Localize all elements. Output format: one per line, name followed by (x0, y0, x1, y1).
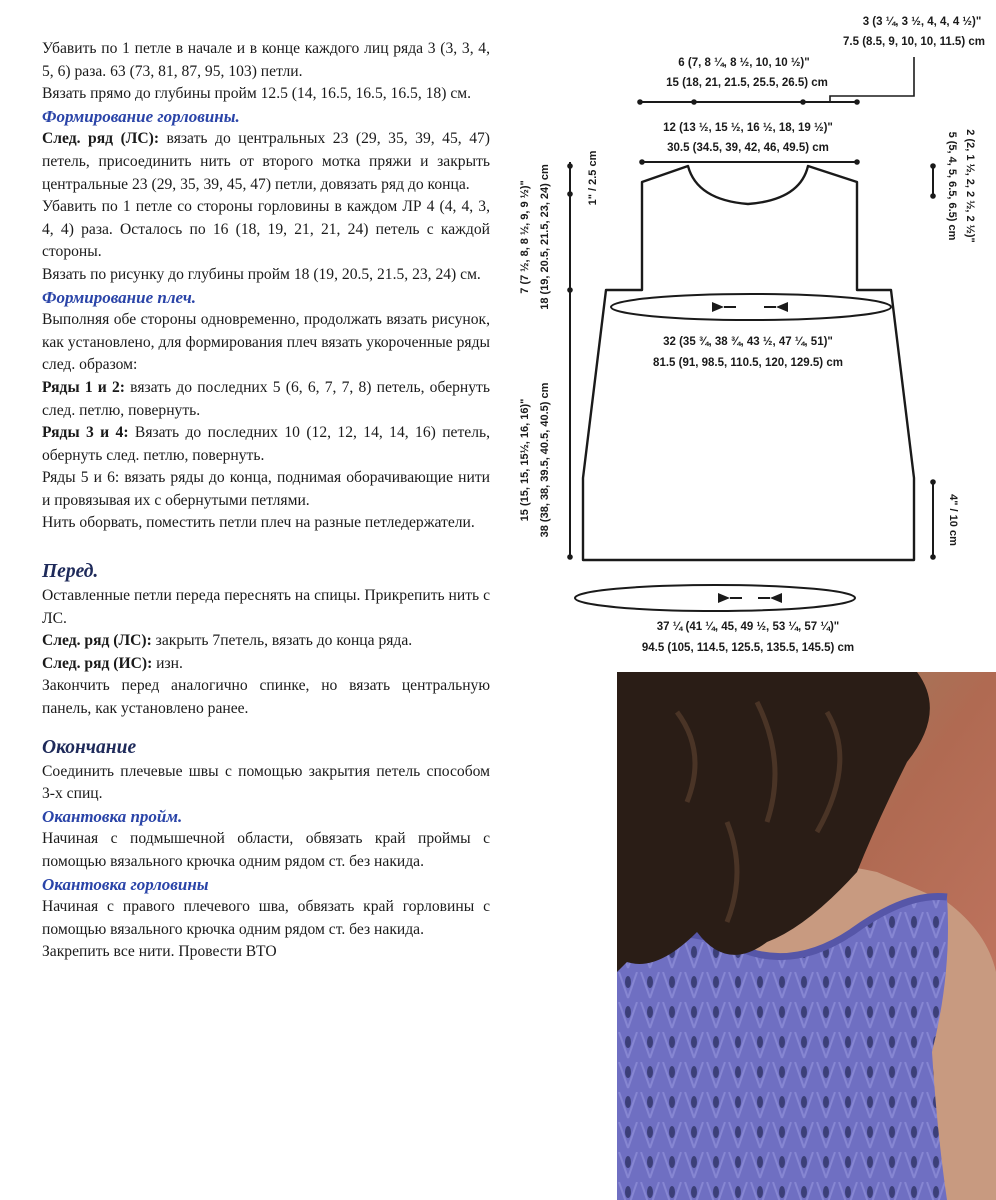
paragraph: Нить оборвать, поместить петли плеч на разные петледержатели. (42, 514, 475, 532)
body-length-cm: 38 (38, 38, 39.5, 40.5, 40.5) cm (539, 382, 551, 538)
hem-depth-label: 4" / 10 cm (947, 494, 959, 546)
model-photo (617, 672, 996, 1200)
row-text: Вязать до последних 10 (12, 12, 14, 14, 16) петель, обернуть след. петлю, повернуть. (42, 424, 490, 464)
shoulder-slope-cm: 5 (5, 4, 5, 6.5, 6.5) cm (946, 131, 958, 241)
paragraph: Вязать прямо до глубины пройм 12.5 (14, 16.5, 16.5, 16.5, 18) см. (42, 85, 472, 103)
shoulder-slope-in: 2 (2, 1 ½, 2, 2 ½, 2 ½)" (964, 129, 976, 243)
row-text: закрыть 7петель, вязать до конца ряда. (151, 632, 413, 650)
row-label: Ряды 1 и 2: (42, 378, 125, 396)
section-heading-neck-edging: Окантовка горловины (42, 874, 209, 894)
body-length-in: 15 (15, 15, 15½, 16, 16)" (519, 398, 531, 522)
model-photo-illustration (617, 672, 996, 1200)
upper-width-cm: 30.5 (34.5, 39, 42, 46, 49.5) cm (667, 142, 829, 154)
paragraph: Закончить перед аналогично спинке, но вязать центральную панель, как установлено ранее. (42, 677, 490, 718)
paragraph (42, 422, 490, 467)
row-label: След. ряд (ИС): (42, 654, 153, 672)
paragraph (42, 653, 490, 676)
section-heading-neckline: Формирование горловины. (42, 106, 240, 126)
paragraph (42, 630, 490, 653)
paragraph (42, 377, 490, 422)
row-label: След. ряд (ЛС): (42, 632, 152, 650)
shoulder-leader-line (830, 57, 914, 102)
row-text: вязать до центральных 23 (29, 35, 39, 45, 47) петель, присоединить нить от второго мотка пряжи и закрыть центральные 23 (29, 35, 39, 45, 47) петли, довязать ряд до конца. (42, 130, 490, 193)
shoulder-width-cm: 7.5 (8.5, 9, 10, 10, 11.5) cm (843, 36, 985, 48)
paragraph: Вязать по рисунку до глубины пройм 18 (19, 20.5, 21.5, 23, 24) см. (42, 265, 481, 283)
armhole-depth-cm: 18 (19, 20.5, 21.5, 23, 24) cm (539, 164, 551, 310)
paragraph: Начиная с подмышечной области, обвязать край проймы с помощью вязального крючка одним рядом ст. без накида. (42, 830, 490, 870)
instructions-text (42, 38, 490, 964)
paragraph: Соединить плечевые швы с помощью закрытия петель способом 3-х спиц. (42, 762, 490, 803)
section-heading-armhole-edging: Окантовка пройм. (42, 806, 183, 826)
section-heading-finishing: Окончание (42, 736, 137, 758)
hip-ellipse (575, 585, 855, 611)
row-text: вязать до последних 5 (6, 6, 7, 7, 8) петель, обернуть след. петлю, повернуть. (42, 378, 490, 419)
upper-width-in: 12 (13 ½, 15 ½, 16 ½, 18, 19 ½)" (663, 122, 833, 134)
garment-schematic (510, 0, 996, 668)
neck-depth-label: 1" / 2.5 cm (587, 150, 599, 206)
paragraph: Оставленные петли переда переснять на спицы. Прикрепить нить с ЛС. (42, 587, 490, 627)
paragraph: Ряды 5 и 6: вязать ряды до конца, поднимая оборачивающие нити и провязывая их с обернутыми петлями. (42, 469, 490, 509)
neck-width-cm: 15 (18, 21, 21.5, 25.5, 26.5) cm (666, 77, 828, 89)
row-label: След. ряд (ЛС): (42, 130, 160, 148)
shoulder-width-in: 3 (3 ¼, 3 ½, 4, 4, 4 ½)" (862, 16, 982, 28)
row-label: Ряды 3 и 4: (42, 424, 129, 442)
neck-width-in: 6 (7, 8 ¼, 8 ½, 10, 10 ½)" (678, 57, 810, 69)
paragraph: Убавить по 1 петле в начале и в конце каждого лиц ряда 3 (3, 3, 4, 5, 6) раза. 63 (73, 81, 87, 95, 103) петли. (42, 40, 490, 80)
section-heading-shoulders: Формирование плеч. (42, 287, 197, 307)
section-heading-front: Перед. (42, 561, 99, 583)
paragraph (42, 128, 490, 196)
paragraph: Убавить по 1 петле со стороны горловины в каждом ЛР 4 (4, 4, 3, 4, 4) раза. Осталось по 16 (18, 19, 21, 21, 24) петель с каждой стороны. (42, 198, 490, 261)
paragraph: Закрепить все нити. Провести ВТО (42, 943, 277, 961)
row-text: изн. (152, 654, 183, 672)
paragraph: Начиная с правого плечевого шва, обвязать край горловины с помощью вязального крючка одним рядом ст. без накида. (42, 898, 490, 938)
bust-in: 32 (35 ¾, 38 ¾, 43 ½, 47 ¼, 51)" (663, 336, 833, 348)
armhole-depth-in: 7 (7 ½, 8, 8 ½, 9, 9 ½)" (519, 180, 531, 294)
hip-in: 37 ¼ (41 ¼, 45, 49 ½, 53 ¼, 57 ¼)" (656, 621, 840, 633)
hip-cm: 94.5 (105, 114.5, 125.5, 135.5, 145.5) cm (641, 642, 855, 654)
paragraph: Выполняя обе стороны одновременно, продолжать вязать рисунок, как установлено, для формирования плеч вязать укороченные ряды след. образом: (42, 311, 490, 374)
bust-cm: 81.5 (91, 98.5, 110.5, 120, 129.5) cm (653, 357, 843, 369)
